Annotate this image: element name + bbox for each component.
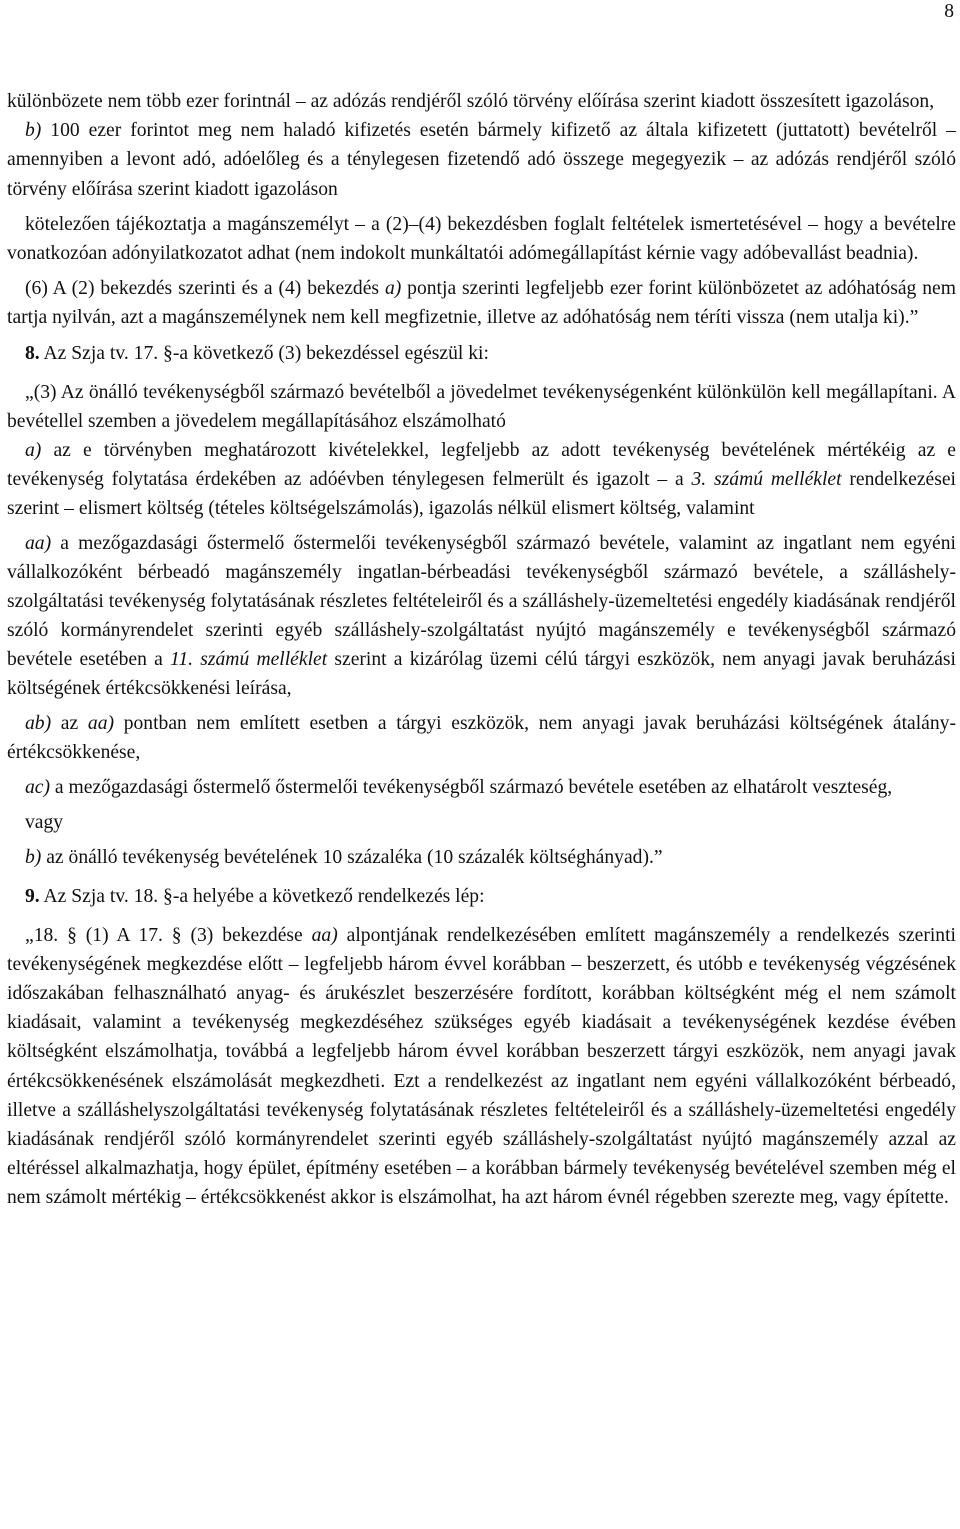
point-reference: aa) xyxy=(87,712,115,734)
paragraph-text: a mezőgazdasági őstermelő őstermelői tevékenységből származó bevétele, valamint az ingatlant nem egyéni vállalkozóként bérbeadó magánszemély ingatlan-bérbeadási tevékenységből származó bevétele, a szálláshely-szolgáltatási tevékenység folytatásának részletes feltételeiről és a szálláshely-üzemeltetési engedély kiadásának rendjéről szóló kormányrendelet szerinti egyéb szálláshely-szolgáltatást nyújtó magánszemély e tevékenységből származó bevétele esetében a xyxy=(7,532,956,670)
paragraph-b xyxy=(7,116,956,204)
paragraph-6 xyxy=(7,274,956,332)
paragraph-text: „18. § (1) A 17. § (3) bekezdése xyxy=(25,924,312,946)
paragraph-text: alpontjának rendelkezésében említett magánszemély a rendelkezés szerinti tevékenységének megkezdése előtt – legfeljebb három évvel korábban – beszerzett, és utóbb e tevékenység végzésének időszakában felhasználható anyag- és árukészlet beszerzésére fordított, korábban költségként még el nem számolt kiadásait, valamint a tevékenység megkezdéséhez szükséges egyéb kiadásait a tevékenységének kezdése évében költségként elszámolhatja, továbbá a legfeljebb három évvel korábban beszerzett tárgyi eszközök, nem anyagi javak értékcsökkenésének elszámolását megkezdheti. Ezt a rendelkezést az ingatlant nem egyéni vállalkozóként bérbeadó, illetve a szálláshelyszolgáltatási tevékenység folytatásának részletes feltételeiről és a szálláshely-üzemeltetési engedély kiadásának rendjéről szóló kormányrendelet szerinti egyéb szálláshely-szolgáltatást nyújtó magánszemély azzal az eltéréssel alkalmazhatja, hogy épület, építmény esetében – a korábban bármely tevékenység bevételével szemben még el nem számolt mértékig – értékcsökkenést akkor is elszámolhat, ha azt három évnél régebben szerezte meg, vagy építette. xyxy=(7,924,956,1209)
point-label: a) xyxy=(25,439,42,461)
section-number: 9. xyxy=(25,885,40,907)
point-label: ab) xyxy=(25,712,52,734)
paragraph-text: szerint a kizárólag üzemi célú tárgyi eszközök, nem anyagi javak beruházási költségének értékcsökkenési leírása, xyxy=(7,648,957,699)
section-heading-8 xyxy=(7,339,956,368)
point-ac xyxy=(7,773,956,802)
paragraph-text: az e törvényben meghatározott kivételekkel, legfeljebb az adott tevékenység bevételének mértékéig az e tevékenység folytatása érdekében az adóévben ténylegesen felmerült és igazolt – a xyxy=(7,439,956,490)
paragraph-text: pontban nem említett esetben a tárgyi eszközök, nem anyagi javak beruházási költségének átalány-értékcsökkenése, xyxy=(7,712,956,763)
point-a xyxy=(7,436,956,523)
paragraph-18 xyxy=(7,921,956,1213)
document-body xyxy=(7,87,956,1213)
paragraph: „(3) Az önálló tevékenységből származó bevételből a jövedelmet tevékenységenként különkülön kell megállapítani. A bevétellel szemben a jövedelem megállapításához elszámolható xyxy=(7,381,956,432)
conjunction-vagy: vagy xyxy=(25,811,64,833)
point-label: aa) xyxy=(25,532,52,554)
point-aa xyxy=(7,529,956,703)
point-reference: aa) xyxy=(311,924,338,946)
annex-reference: 11. számú melléklet xyxy=(170,648,328,670)
paragraph-text: (6) A (2) bekezdés szerinti és a (4) bekezdés xyxy=(25,278,385,300)
paragraph: kötelezően tájékoztatja a magánszemélyt – a (2)–(4) bekezdésben foglalt feltételek ismertetésével – hogy a bevételre vonatkozóan adónyilatkozatot adhat (nem indokolt munkáltatói adómegállapítást kérnie vagy adóbevallást beadnia). xyxy=(7,213,956,265)
paragraph-text: az xyxy=(51,712,88,734)
point-label: b) xyxy=(25,846,42,868)
paragraph-text: rendelkezései szerint – elismert költség (tételes költségelszámolás), igazolás nélkül elismert költség, valamint xyxy=(7,468,956,519)
paragraph-text: 100 ezer forintot meg nem haladó kifizetés esetén bármely kifizető az általa kifizetett (juttatott) bevételről – amennyiben a levont adó, adóelőleg és a ténylegesen fizetendő adó összege megegyezik – az adózás rendjéről szóló törvény előírása szerint kiadott igazoláson xyxy=(7,120,956,200)
point-label: a) xyxy=(384,278,402,300)
page-number: 8 xyxy=(944,1,954,22)
paragraph-text: a mezőgazdasági őstermelő őstermelői tevékenységből származó bevétele esetében az elhatárolt veszteség, xyxy=(50,776,893,798)
paragraph-text: pontja szerinti legfeljebb ezer forint különbözetet az adóhatóság nem tartja nyilván, azt a magánszemélynek nem kell megfizetnie, illetve az adóhatóság nem téríti vissza (nem utalja ki).” xyxy=(7,278,956,329)
paragraph: különbözete nem több ezer forintnál – az adózás rendjéről szóló törvény előírása szerint kiadott összesített igazoláson, xyxy=(7,91,935,112)
paragraph-text: az önálló tevékenység bevételének 10 százaléka (10 százalék költséghányad).” xyxy=(41,846,663,868)
annex-reference: 3. számú melléklet xyxy=(691,468,842,490)
point-label: ac) xyxy=(25,776,51,798)
section-heading-text: Az Szja tv. 18. §-a helyébe a következő rendelkezés lép: xyxy=(39,885,485,907)
section-heading-9 xyxy=(7,882,956,911)
point-label: b) xyxy=(25,120,42,142)
point-b xyxy=(7,843,956,872)
section-number: 8. xyxy=(25,342,40,364)
section-heading-text: Az Szja tv. 17. §-a következő (3) bekezdéssel egészül ki: xyxy=(39,342,489,364)
point-ab xyxy=(7,709,956,767)
